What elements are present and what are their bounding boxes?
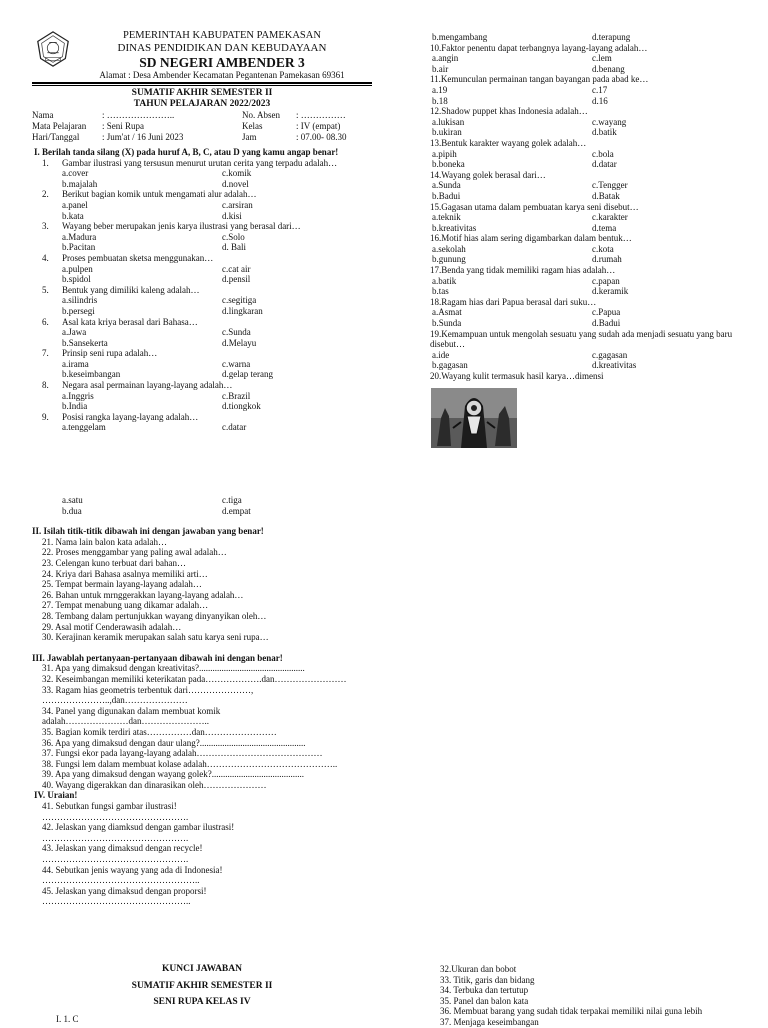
header-line1: PEMERINTAH KABUPATEN PAMEKASAN	[123, 30, 321, 41]
uraian-item: 43. Jelaskan yang dimaksud dengan recycle!	[42, 843, 203, 854]
mapel-value: : Seni Rupa	[102, 121, 144, 131]
kelas-value: : IV (empat)	[296, 121, 341, 131]
school-crest-icon	[34, 30, 72, 68]
option-c: c.lem	[592, 53, 612, 64]
option-a: a.Asmat	[432, 307, 462, 318]
uraian-item: ……………………………………………..	[42, 875, 200, 886]
option-c: c.Papua	[592, 307, 621, 318]
q5-num: 5.	[42, 284, 49, 295]
mapel-label: Mata Pelajaran	[32, 121, 87, 131]
q2-opt-c: c.arsiran	[222, 199, 253, 210]
essay-item: 35. Bagian komik terdiri atas……………dan……………………	[42, 726, 277, 737]
q9b-opt-d: d.empat	[222, 505, 251, 516]
question-3	[32, 221, 372, 253]
q3-opt-a: a.Madura	[62, 231, 97, 242]
q3-num: 3.	[42, 221, 49, 232]
q2-num: 2.	[42, 189, 49, 200]
question-options	[412, 307, 742, 328]
isian-item: 22. Proses menggambar yang paling awal adalah…	[42, 547, 227, 558]
section-1-title: I. Berilah tanda silang (X) pada huruf A, B, C, atau D yang kamu angap benar!	[34, 147, 339, 157]
kunci-first-answer: I. 1. C	[56, 1013, 79, 1024]
q2-opt-d: d.kisi	[222, 210, 242, 221]
answer-key-item: 34. Terbuka dan tertutup	[440, 985, 529, 996]
option-d: d.Badui	[592, 318, 621, 329]
absen-label: No. Absen	[242, 110, 280, 120]
question-num: 17.	[430, 265, 442, 276]
question-text-line	[412, 170, 742, 181]
nama-label: Nama	[32, 110, 54, 120]
essay-list	[32, 663, 372, 790]
question-options	[412, 212, 742, 233]
q6-opt-c: c.Sunda	[222, 327, 251, 338]
section-2-title: II. Isilah titik-titik dibawah ini dengan jawaban yang benar!	[32, 526, 264, 537]
question-16	[412, 233, 742, 265]
question-text: Motif hias alam sering digambarkan dalam bentuk…	[441, 233, 632, 244]
q9b-options	[32, 495, 372, 516]
option-b: b.Badui	[432, 190, 461, 201]
answer-key-item: 35. Panel dan balon kata	[440, 995, 529, 1006]
q19-num: 19.	[430, 328, 442, 339]
hari-value: : Jum'at / 16 Juni 2023	[102, 132, 184, 142]
isian-item: 25. Tempat bermain layang-layang adalah…	[42, 579, 202, 590]
question-options	[412, 85, 742, 106]
option-c: c.Tengger	[592, 180, 628, 191]
q9-opt-c: c.datar	[222, 422, 247, 433]
letterhead	[32, 30, 372, 80]
option-a: a.pipih	[432, 148, 457, 159]
student-info-table	[32, 110, 347, 143]
q5-opt-c: c.segitiga	[222, 295, 257, 306]
header-line2: DINAS PENDIDIKAN DAN KEBUDAYAAN	[117, 42, 327, 54]
q9b-opt-c: c.tiga	[222, 495, 242, 506]
question-options	[412, 117, 742, 138]
option-b: b.boneka	[432, 159, 465, 170]
question-10	[412, 43, 742, 75]
q9-opt-d-cont: d.terapung	[592, 32, 631, 42]
right-column	[412, 32, 742, 448]
school-address: Alamat : Desa Ambender Kecamatan Pegantenan Pamekasan 69361	[99, 70, 345, 80]
option-d: d.benang	[592, 63, 625, 74]
q7-text: Prinsip seni rupa adalah…	[62, 348, 158, 359]
question-5	[32, 285, 372, 317]
option-d: d.rumah	[592, 254, 622, 265]
question-11	[412, 74, 742, 106]
question-text-line	[412, 233, 742, 244]
isian-item: 27. Tempat menabung uang dikamar adalah…	[42, 600, 209, 611]
question-text: Wayang golek berasal dari…	[441, 169, 546, 180]
q4-opt-d: d.pensil	[222, 274, 251, 285]
right-questions	[412, 43, 742, 329]
option-d: d.tema	[592, 222, 617, 233]
option-a: a.Sunda	[432, 180, 461, 191]
jam-label: Jam	[242, 132, 257, 142]
question-6	[32, 317, 372, 349]
q4-opt-c: c.cat air	[222, 263, 251, 274]
answer-key-right	[440, 964, 750, 1028]
isian-item: 24. Kriya dari Bahasa asalnya memiliki arti…	[42, 568, 208, 579]
option-c: c.wayang	[592, 116, 627, 127]
kunci-exam: SUMATIF AKHIR SEMESTER II	[131, 980, 273, 991]
question-num: 14.	[430, 169, 442, 180]
question-num: 13.	[430, 137, 442, 148]
q8-opt-a: a.Inggris	[62, 390, 94, 401]
option-a: a.angin	[432, 53, 459, 64]
q9b-opt-b: b.dua	[62, 505, 82, 516]
q9-num: 9.	[42, 411, 49, 422]
question-options	[412, 180, 742, 201]
question-2	[32, 189, 372, 221]
q19-opt-a: a.ide	[432, 349, 450, 360]
q4-text: Proses pembuatan sketsa menggunakan…	[62, 252, 214, 263]
q8-opt-c: c.Brazil	[222, 390, 251, 401]
essay-item: 38. Fungsi lem dalam membuat kolase adalah……………………………………..	[42, 758, 338, 769]
option-a: a.sekolah	[432, 243, 466, 254]
hari-label: Hari/Tanggal	[32, 132, 80, 142]
question-text: Shadow puppet khas Indonesia adalah…	[441, 106, 588, 117]
essay-item: 39. Apa yang dimaksud dengan wayang golek?.........................................	[42, 769, 304, 780]
exam-year: TAHUN PELAJARAN 2022/2023	[133, 99, 271, 109]
question-4	[32, 253, 372, 285]
isian-item: 21. Nama lain balon kata adalah…	[42, 536, 167, 547]
essay-item: …………………..,dan…………………	[42, 695, 188, 706]
q8-opt-d: d.tiongkok	[222, 401, 261, 412]
question-text-line	[412, 43, 742, 54]
q3-text: Wayang beber merupakan jenis karya ilustrasi yang berasal dari…	[62, 221, 301, 232]
section-4-title: IV. Uraian!	[34, 790, 78, 801]
q7-opt-a: a.irama	[62, 358, 89, 369]
uraian-item: 45. Jelaskan yang dimaksud dengan proporsi!	[42, 885, 207, 896]
q2-opt-b: b.kata	[62, 210, 84, 221]
q19-opt-c: c.gagasan	[592, 349, 628, 360]
q2-text: Berikut bagian komik untuk mengamati alur adalah…	[62, 189, 257, 200]
jam-value: : 07.00- 08.30	[296, 132, 347, 142]
q1-text: Gambar ilustrasi yang tersusun menurut urutan cerita yang terpadu adalah…	[62, 157, 338, 168]
question-options	[412, 149, 742, 170]
question-8	[32, 380, 372, 412]
question-text: Ragam hias dari Papua berasal dari suku…	[441, 296, 597, 307]
question-num: 16.	[430, 233, 442, 244]
q1-opt-d: d.novel	[222, 178, 249, 189]
q4-opt-a: a.pulpen	[62, 263, 93, 274]
q5-opt-b: b.persegi	[62, 305, 95, 316]
isian-item: 23. Celengan kuno terbuat dari bahan…	[42, 558, 186, 568]
q3-opt-d: d. Bali	[222, 242, 246, 253]
question-20	[412, 371, 742, 382]
q9b-opt-a: a.satu	[62, 495, 83, 506]
question-text-line	[412, 106, 742, 117]
q6-opt-d: d.Melayu	[222, 337, 257, 348]
question-14	[412, 170, 742, 202]
option-d: d.batik	[592, 127, 617, 138]
q4-num: 4.	[42, 252, 49, 263]
answer-key-item: 37. Menjaga keseimbangan	[440, 1016, 539, 1027]
q7-opt-c: c.warna	[222, 358, 251, 369]
q6-opt-b: b.Sansekerta	[62, 337, 108, 348]
question-18	[412, 297, 742, 329]
q1-opt-b: b.majalah	[62, 178, 98, 189]
question-text: Faktor penentu dapat terbangnya layang-layang adalah…	[441, 42, 648, 53]
option-d: d.keramik	[592, 286, 629, 297]
question-7	[32, 348, 372, 380]
school-name: SD NEGERI AMBENDER 3	[139, 55, 305, 70]
option-a: a.19	[432, 84, 448, 95]
q5-opt-a: a.silindris	[62, 295, 98, 306]
q6-num: 6.	[42, 316, 49, 327]
absen-value: : ……………	[296, 110, 346, 120]
question-text-line	[412, 265, 742, 276]
question-13	[412, 138, 742, 170]
essay-item: 31. Apa yang dimaksud dengan kreativitas?...............................................	[42, 663, 305, 674]
option-c: c.bola	[592, 148, 614, 159]
isian-item: 30. Kerajinan keramik merupakan salah satu karya seni rupa…	[42, 632, 269, 643]
q9-text: Posisi rangka layang-layang adalah…	[62, 411, 199, 422]
question-options	[412, 276, 742, 297]
option-c: c.karakter	[592, 212, 628, 223]
option-a: a.lukisan	[432, 116, 465, 127]
q7-num: 7.	[42, 348, 49, 359]
option-b: b.gunung	[432, 254, 466, 265]
uraian-list	[32, 801, 372, 907]
exam-title: SUMATIF AKHIR SEMESTER II	[131, 88, 273, 98]
q1-opt-a: a.cover	[62, 168, 89, 179]
answer-key-item: 33. Titik, garis dan bidang	[440, 974, 535, 985]
uraian-item: …………………………………………..	[42, 896, 191, 907]
question-text: Benda yang tidak memiliki ragam hias adalah…	[441, 265, 616, 276]
q5-text: Bentuk yang dimiliki kaleng adalah…	[62, 284, 200, 295]
q8-opt-b: b.India	[62, 401, 88, 412]
essay-item: 33. Ragam hias geometris terbentuk dari…………………,	[42, 684, 254, 695]
question-num: 10.	[430, 42, 442, 53]
header-rule	[32, 82, 372, 84]
uraian-item: ………………………………………….	[42, 832, 189, 843]
q1-num: 1.	[42, 157, 49, 168]
question-text-line	[412, 202, 742, 213]
answer-key-item: 36. Membuat barang yang sudah tidak terpakai memiliki nilai guna lebih	[440, 1006, 703, 1017]
question-12	[412, 106, 742, 138]
question-text: Bentuk karakter wayang golek adalah…	[441, 137, 587, 148]
answer-key-header	[32, 964, 372, 1024]
q4-opt-b: b.spidol	[62, 274, 91, 285]
kunci-title: KUNCI JAWABAN	[162, 964, 242, 974]
answer-key-item: 32.Ukuran dan bobot	[440, 964, 517, 974]
option-b: b.tas	[432, 286, 449, 297]
question-9	[32, 412, 372, 433]
option-b: b.Sunda	[432, 318, 462, 329]
essay-item: adalah…………………dan…………………..	[42, 716, 209, 727]
q9-opt-b-cont: b.mengambang	[432, 32, 488, 42]
wayang-kulit-image	[431, 388, 517, 448]
q9-opt-a: a.tenggelam	[62, 422, 106, 433]
option-c: c.17	[592, 84, 608, 95]
uraian-item: ………………………………………….	[42, 854, 189, 865]
question-text: Kemunculan permainan tangan bayangan pada abad ke…	[440, 74, 649, 85]
nama-value: : …………………..	[102, 110, 175, 120]
kelas-label: Kelas	[242, 121, 263, 131]
kunci-subject: SENI RUPA KELAS IV	[153, 997, 251, 1008]
option-d: d.16	[592, 95, 608, 106]
essay-item: 37. Fungsi ekor pada layang-layang adalah……………………………………	[42, 748, 323, 759]
uraian-item: ………………………………………….	[42, 811, 189, 822]
q1-opt-c: c.komik	[222, 168, 252, 179]
question-options	[412, 244, 742, 265]
q8-num: 8.	[42, 380, 49, 391]
q3-opt-b: b.Pacitan	[62, 242, 96, 253]
question-19	[412, 329, 742, 371]
option-b: b.18	[432, 95, 448, 106]
question-text: Gagasan utama dalam pembuatan karya seni disebut…	[441, 201, 639, 212]
q2-opt-a: a.panel	[62, 199, 88, 210]
question-num: 18.	[430, 296, 442, 307]
q19-text1: Kemampuan untuk mengolah sesuatu yang sudah ada menjadi sesuatu yang baru	[441, 328, 733, 339]
q3-opt-c: c.Solo	[222, 231, 245, 242]
essay-item: 34. Panel yang digunakan dalam membuat komik	[42, 705, 221, 716]
q9-continued-options	[412, 32, 742, 43]
uraian-item: 42. Jelaskan yang diamksud dengan gambar ilustrasi!	[42, 822, 235, 833]
left-column	[32, 30, 372, 907]
q7-opt-b: b.keseimbangan	[62, 369, 121, 380]
section-3-title: III. Jawablah pertanyaan-pertanyaan dibawah ini dengan benar!	[32, 652, 283, 663]
question-text-line	[412, 138, 742, 149]
isian-item: 29. Asal motif Cenderawasih adalah…	[42, 621, 182, 632]
q6-opt-a: a.Jawa	[62, 327, 87, 338]
option-c: c.papan	[592, 275, 620, 286]
question-15	[412, 202, 742, 234]
q20-num: 20.	[430, 371, 442, 381]
isian-item: 28. Tembang dalam pertunjukkan wayang dinyanyikan oleh…	[42, 610, 267, 621]
option-a: a.batik	[432, 275, 457, 286]
question-17	[412, 265, 742, 297]
question-num: 11.	[430, 74, 441, 85]
uraian-item: 41. Sebutkan fungsi gambar ilustrasi!	[42, 801, 177, 812]
option-b: b.ukiran	[432, 127, 462, 138]
option-b: b.air	[432, 63, 449, 74]
essay-item: 32. Keseimbangan memiliki keterikatan pada……………….dan……………………	[42, 673, 347, 684]
question-text-line	[412, 74, 742, 85]
q20-text: Wayang kulit termasuk hasil karya…dimensi	[441, 371, 604, 381]
q5-opt-d: d.lingkaran	[222, 305, 263, 316]
q6-text: Asal kata kriya berasal dari Bahasa…	[62, 316, 198, 327]
option-d: d.datar	[592, 159, 617, 170]
isian-list	[32, 537, 372, 643]
question-text-line	[412, 297, 742, 308]
isian-item: 26. Bahan untuk mrnggerakkan layang-layang adalah…	[42, 589, 244, 600]
question-options	[412, 53, 742, 74]
option-d: d.Batak	[592, 190, 620, 201]
question-1	[32, 158, 372, 190]
essay-item: 40. Wayang digerakkan dan dinarasikan oleh…………………	[42, 779, 267, 790]
q19-opt-b: b.gagasan	[432, 360, 468, 371]
option-c: c.kota	[592, 243, 614, 254]
question-num: 15.	[430, 201, 442, 212]
q19-opt-d: d.kreativitas	[592, 360, 637, 371]
option-b: b.kreativitas	[432, 222, 477, 233]
option-a: a.teknik	[432, 212, 461, 223]
q19-text2: disebut…	[430, 339, 465, 350]
uraian-item: 44. Sebutkan jenis wayang yang ada di Indonesia!	[42, 864, 223, 875]
q8-text: Negara asal permainan layang-layang adalah…	[62, 380, 233, 391]
q7-opt-d: d.gelap terang	[222, 369, 273, 380]
essay-item: 36. Apa yang dimaksud dengan daur ulang?...............................................	[42, 737, 306, 748]
header-rule-thin	[32, 85, 372, 86]
question-num: 12.	[430, 106, 442, 117]
